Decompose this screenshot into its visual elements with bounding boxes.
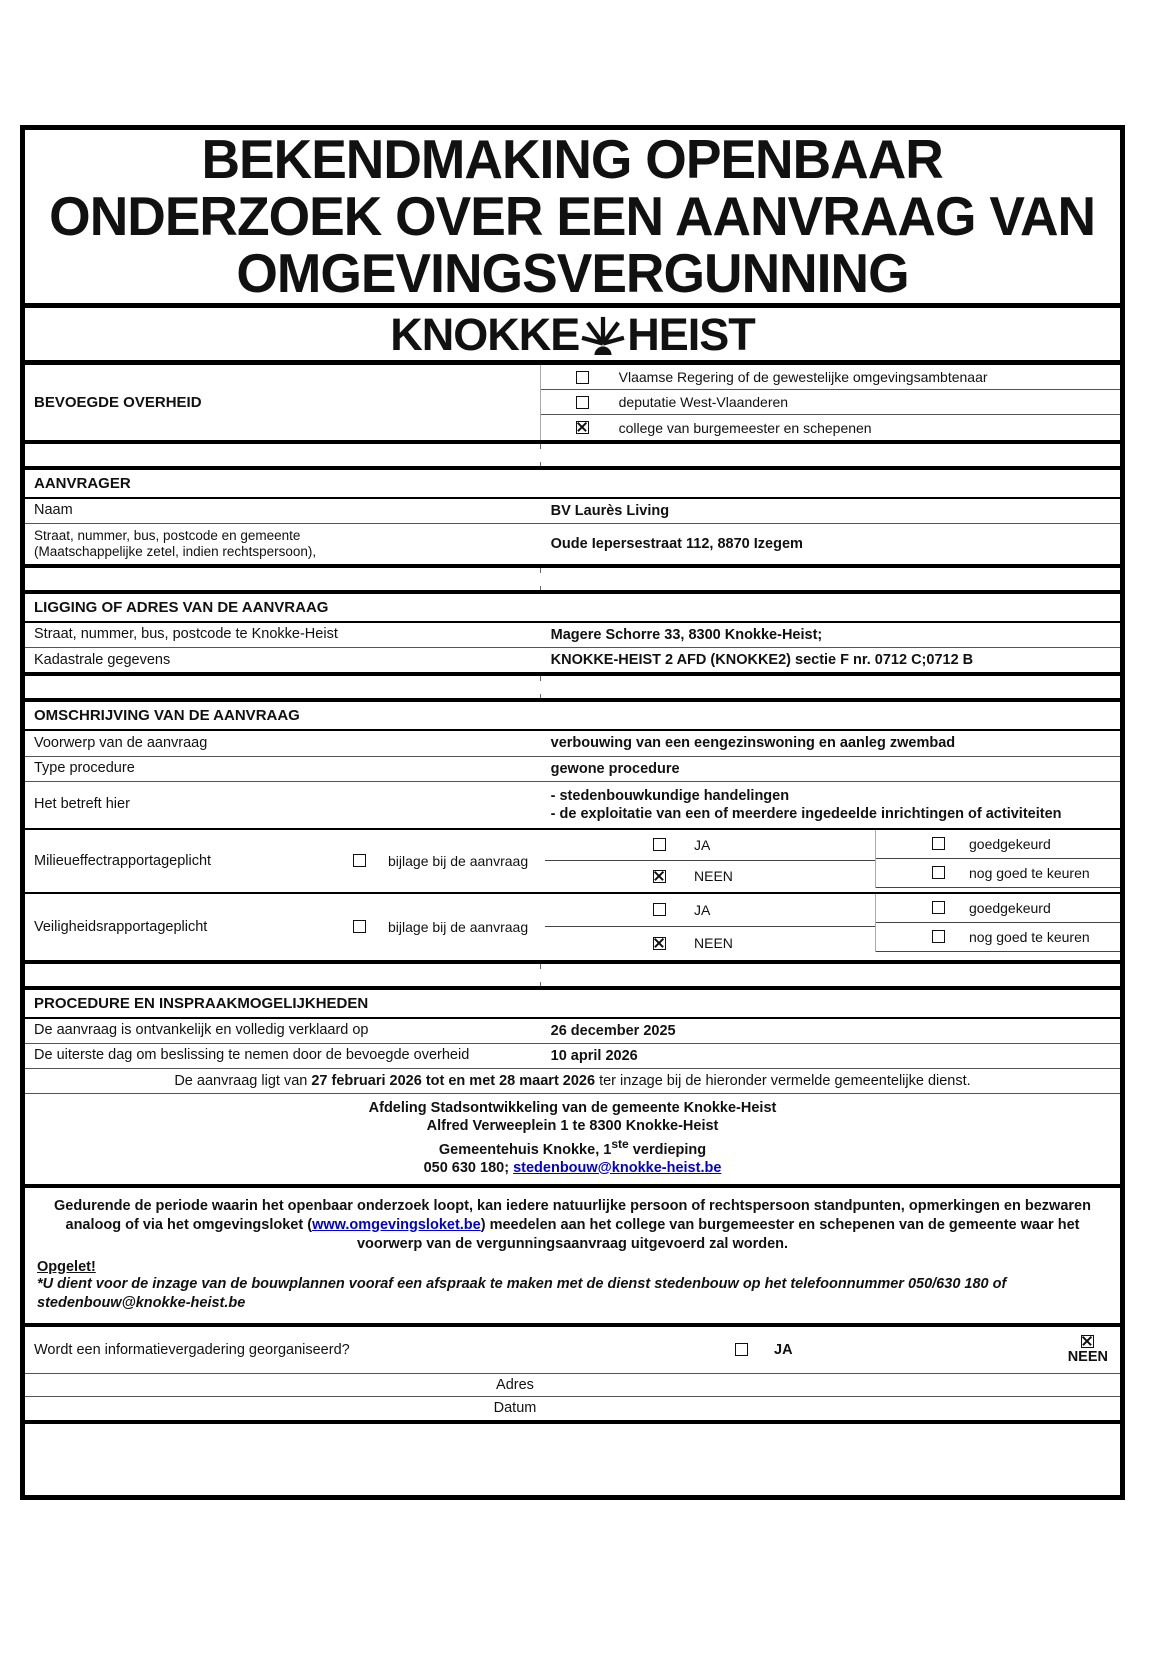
section-informatievergadering — [25, 1327, 1120, 1424]
section-gap — [25, 444, 1120, 470]
veiligheid-ja-neen-group — [545, 894, 875, 960]
afspraak-line2: stedenbouw@knokke-heist.be — [37, 1294, 246, 1311]
empty-remarks-box — [25, 1424, 1120, 1500]
ligging-straat-label: Straat, nummer, bus, postcode te Knokke-Heist — [34, 626, 338, 643]
table-row-adres — [25, 1374, 1120, 1397]
table-row-informatievergadering — [25, 1327, 1120, 1374]
uiterste-dag-label: De uiterste dag om beslissing te nemen door de bevoegde overheid — [34, 1047, 470, 1064]
betreft-label: Het betreft hier — [34, 795, 130, 812]
table-row-ligging-straat — [25, 623, 1120, 648]
checkbox-veiligheid-bijlage[interactable] — [353, 920, 366, 933]
dienst-email-link[interactable]: stedenbouw@knokke-heist.be — [513, 1159, 722, 1176]
naam-value: BV Laurès Living — [550, 503, 670, 519]
section-aanvrager — [25, 470, 1120, 568]
checkbox-milieu-ja[interactable] — [653, 838, 666, 851]
table-row-aanvrager-adres — [25, 524, 1120, 564]
checkbox-deputatie[interactable] — [576, 396, 589, 409]
neen-label: NEEN — [694, 868, 733, 885]
ligging-header: LIGGING OF ADRES VAN DE AANVRAAG — [25, 594, 1120, 623]
table-row-inzage — [25, 1069, 1120, 1094]
adres-label-line1: Straat, nummer, bus, postcode en gemeente — [34, 527, 301, 543]
option-label: deputatie West-Vlaanderen — [618, 394, 789, 410]
option-vlaamse-regering — [541, 365, 1120, 390]
checkbox-veiligheid-goedgekeurd[interactable] — [932, 901, 945, 914]
milieueffect-label: Milieueffectrapportageplicht — [34, 852, 212, 869]
dienst-line3 — [25, 1135, 1120, 1159]
dienst-line1: Afdeling Stadsontwikkeling van de gemeente Knokke-Heist — [368, 1099, 777, 1116]
page-title-line3: OMGEVINGSVERGUNNING — [236, 242, 909, 305]
veiligheid-approval-group — [875, 894, 1120, 952]
bijlage-label: bijlage bij de aanvraag — [388, 918, 529, 935]
checkbox-veiligheid-ja[interactable] — [653, 903, 666, 916]
veiligheid-neen-row — [545, 927, 875, 960]
bevoegde-overheid-options — [540, 365, 1120, 440]
table-row-ontvankelijk — [25, 1019, 1120, 1044]
adres-label: Adres — [496, 1376, 534, 1393]
veiligheid-label: Veiligheidsrapportageplicht — [34, 918, 208, 935]
ligging-straat-value: Magere Schorre 33, 8300 Knokke-Heist; — [550, 627, 823, 644]
aanvrager-header: AANVRAGER — [25, 470, 1120, 499]
omschrijving-header: OMSCHRIJVING VAN DE AANVRAAG — [25, 702, 1120, 731]
option-label: college van burgemeester en schepenen — [618, 419, 872, 436]
inspraak-paragraph — [37, 1197, 1108, 1254]
checkbox-info-ja[interactable] — [735, 1343, 748, 1356]
afspraak-line1: *U dient voor de inzage van de bouwplannen vooraf een afspraak te maken met de dienst stedenbouw op het telefoonnummer 050/630 180 of — [37, 1275, 1007, 1292]
datum-label: Datum — [493, 1400, 537, 1417]
veiligheid-bijlage-group — [325, 894, 545, 960]
inzage-prefix: De aanvraag ligt van — [174, 1072, 312, 1089]
section-gap — [25, 568, 1120, 594]
milieu-goedgekeurd-row — [876, 830, 1120, 859]
inspraak-text-suffix: ) meedelen aan het college van burgemeester en schepenen van de gemeente waar het voorwerp van de vergunningsaanvraag uitgevoerd zal worden. — [356, 1216, 1080, 1252]
table-row-kadaster — [25, 648, 1120, 672]
nog-goed-te-keuren-label: nog goed te keuren — [969, 928, 1090, 945]
naam-label: Naam — [34, 502, 73, 519]
informatievergadering-neen-group — [1068, 1335, 1120, 1365]
table-row-milieueffect — [25, 828, 1120, 894]
table-row-betreft — [25, 782, 1120, 828]
kadaster-label: Kadastrale gegevens — [34, 651, 171, 668]
checkbox-milieu-bijlage[interactable] — [353, 854, 366, 867]
milieu-ja-neen-group — [545, 830, 875, 892]
section-inspraak — [25, 1188, 1120, 1327]
dienst-phone: 050 630 180; — [423, 1159, 514, 1176]
section-bevoegde-overheid — [25, 365, 1120, 444]
informatievergadering-ja-group — [735, 1342, 793, 1358]
kadaster-value: KNOKKE-HEIST 2 AFD (KNOKKE2) sectie F nr. 0712 C;0712 B — [550, 652, 974, 669]
sunburst-icon — [580, 315, 626, 355]
adres-label-line2: (Maatschappelijke zetel, indien rechtspersoon), — [34, 544, 317, 560]
table-row-voorwerp — [25, 731, 1120, 756]
veiligheid-ja-row — [545, 894, 875, 928]
logo-text-right: HEIST — [627, 308, 755, 360]
betreft-value — [540, 784, 1120, 826]
type-procedure-label: Type procedure — [34, 759, 135, 776]
table-row-datum — [25, 1397, 1120, 1420]
inzage-period: 27 februari 2026 tot en met 28 maart 2026 — [311, 1072, 596, 1089]
uiterste-dag-value: 10 april 2026 — [550, 1047, 638, 1064]
section-ligging — [25, 594, 1120, 676]
municipality-logo — [25, 308, 1120, 365]
afspraak-note — [37, 1275, 1108, 1313]
table-row-type-procedure — [25, 757, 1120, 782]
checkbox-vlaamse-regering[interactable] — [576, 371, 589, 384]
type-procedure-value: gewone procedure — [550, 760, 680, 777]
aanvrager-adres-label — [25, 525, 540, 563]
dienst-line3-superscript: ste — [611, 1136, 629, 1151]
voorwerp-label: Voorwerp van de aanvraag — [34, 734, 208, 751]
inzage-sentence — [174, 1073, 970, 1089]
section-gap — [25, 964, 1120, 990]
table-row-naam — [25, 499, 1120, 524]
checkbox-info-neen[interactable] — [1081, 1335, 1094, 1348]
goedgekeurd-label: goedgekeurd — [969, 899, 1051, 916]
section-gap — [25, 676, 1120, 702]
milieu-approval-group — [875, 830, 1120, 888]
checkbox-milieu-nog[interactable] — [932, 866, 945, 879]
informatievergadering-question: Wordt een informatievergadering georganiseerd? — [34, 1341, 350, 1358]
section-omschrijving — [25, 702, 1120, 963]
betreft-line2: - de exploitatie van een of meerdere ingedeelde inrichtingen of activiteiten — [550, 805, 1062, 822]
inzage-suffix: ter inzage bij de hieronder vermelde gemeentelijke dienst. — [595, 1072, 971, 1089]
option-college — [541, 415, 1120, 440]
gemeentelijke-dienst-block — [25, 1094, 1120, 1184]
ontvankelijk-value: 26 december 2025 — [550, 1022, 676, 1039]
checkbox-veiligheid-neen[interactable] — [653, 937, 666, 950]
ja-label: JA — [694, 901, 711, 918]
inspraak-text-prefix: Gedurende de periode waarin het openbaar onderzoek loopt, kan iedere natuurlijke persoon of rechtspersoon standpunten, opmerkingen en bezwaren analoog of via het omgevingsloket ( — [54, 1197, 1091, 1233]
betreft-line1: - stedenbouwkundige handelingen — [550, 787, 790, 804]
ja-label: JA — [774, 1341, 793, 1358]
procedure-header: PROCEDURE EN INSPRAAKMOGELIJKHEDEN — [25, 990, 1120, 1019]
neen-label: NEEN — [694, 935, 733, 952]
dienst-line2: Alfred Verweeplein 1 te 8300 Knokke-Heist — [426, 1117, 719, 1134]
aanvrager-adres-value: Oude Iepersestraat 112, 8870 Izegem — [550, 536, 803, 553]
page-title-line2: ONDERZOEK OVER EEN AANVRAAG VAN — [49, 184, 1096, 247]
table-row-veiligheid — [25, 894, 1120, 960]
milieu-nog-row — [876, 859, 1120, 888]
bevoegde-overheid-label: BEVOEGDE OVERHEID — [34, 394, 202, 411]
veiligheid-nog-row — [876, 923, 1120, 952]
ontvankelijk-label: De aanvraag is ontvankelijk en volledig verklaard op — [34, 1021, 369, 1038]
option-deputatie — [541, 390, 1120, 415]
dienst-line3-suffix: verdieping — [628, 1141, 707, 1158]
goedgekeurd-label: goedgekeurd — [969, 835, 1051, 852]
checkbox-veiligheid-nog[interactable] — [932, 930, 945, 943]
checkbox-college[interactable] — [576, 421, 589, 434]
bekendmaking-form — [20, 125, 1125, 1500]
omgevingsloket-link[interactable]: www.omgevingsloket.be — [312, 1216, 481, 1233]
page-title-line1: BEKENDMAKING OPENBAAR — [201, 127, 944, 190]
logo-text-left: KNOKKE — [390, 308, 580, 360]
checkbox-milieu-goedgekeurd[interactable] — [932, 837, 945, 850]
dienst-contact — [25, 1159, 1120, 1177]
dienst-line3-prefix: Gemeentehuis Knokke, 1 — [438, 1141, 612, 1158]
milieu-neen-row — [545, 861, 875, 892]
veiligheid-goedgekeurd-row — [876, 894, 1120, 923]
opgelet-label: Opgelet! — [37, 1258, 96, 1275]
ja-label: JA — [694, 836, 711, 853]
checkbox-milieu-neen[interactable] — [653, 870, 666, 883]
option-label: Vlaamse Regering of de gewestelijke omgevingsambtenaar — [618, 369, 988, 385]
title-box — [25, 127, 1120, 308]
bijlage-label: bijlage bij de aanvraag — [388, 852, 529, 869]
voorwerp-value: verbouwing van een eengezinswoning en aanleg zwembad — [550, 735, 956, 752]
section-procedure — [25, 990, 1120, 1188]
neen-label: NEEN — [1067, 1348, 1108, 1365]
table-row-uiterste-dag — [25, 1044, 1120, 1069]
milieu-bijlage-group — [325, 830, 545, 892]
nog-goed-te-keuren-label: nog goed te keuren — [969, 864, 1090, 881]
milieu-ja-row — [545, 830, 875, 862]
